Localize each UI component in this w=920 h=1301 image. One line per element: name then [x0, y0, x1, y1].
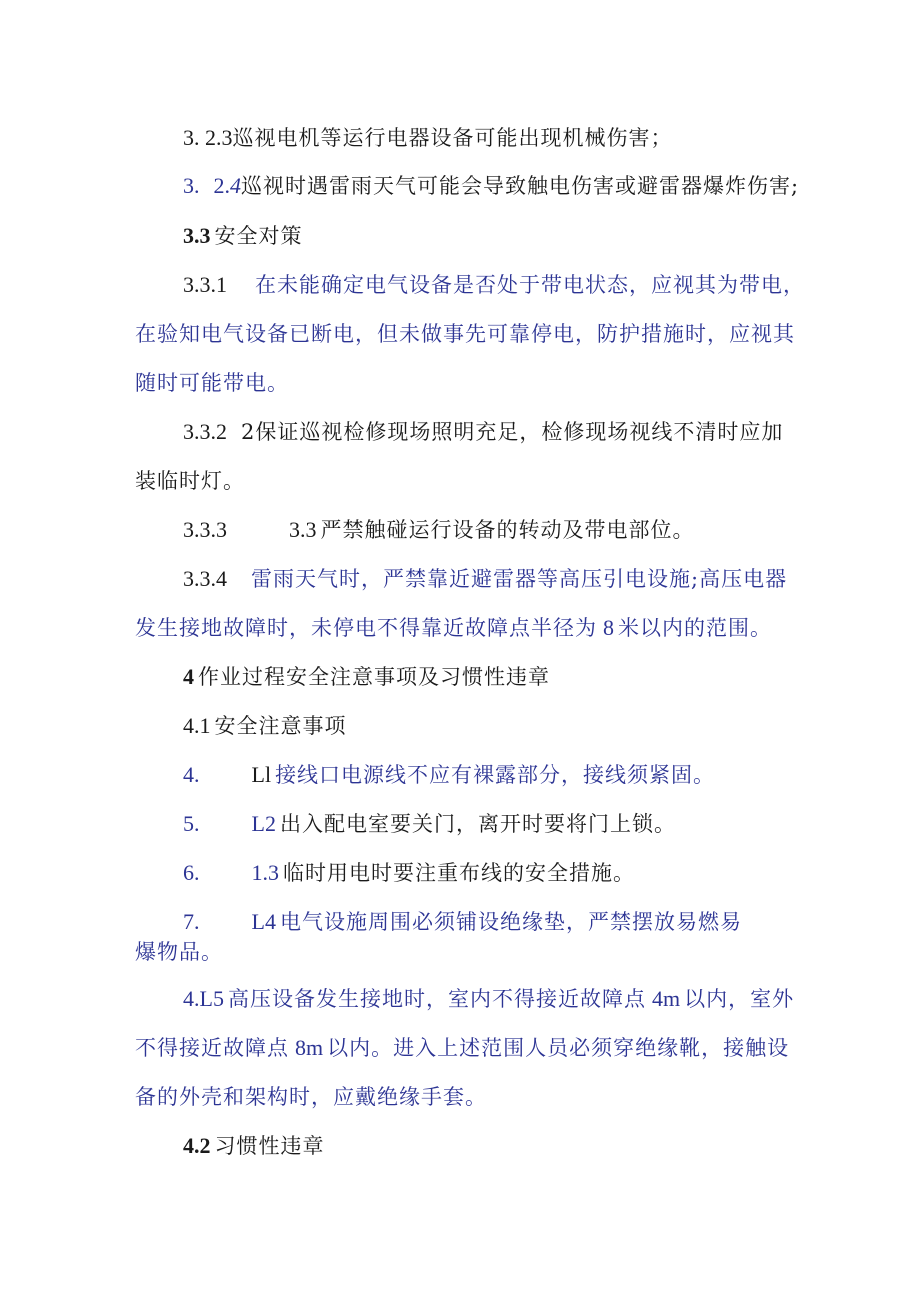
line-3-3-3: 3.3.3 3.3 严禁触碰运行设备的转动及带电部位。: [183, 517, 695, 542]
line-3-3-4-cont: 发生接地故障时，未停电不得靠近故障点半径为 8 米以内的范围。: [135, 615, 772, 640]
line-3-3-2: 3.3.2 2保证巡视检修现场照明充足，检修现场视线不清时应加: [183, 419, 784, 444]
item-4-l5-cont-2: 备的外壳和架构时，应戴绝缘手套。: [135, 1085, 487, 1109]
item-7: 7. L4 电气设施周围必须铺设绝缘垫，严禁摆放易燃易: [183, 909, 742, 934]
line-3-2-4: 3. 2.4巡视时遇雷雨天气可能会导致触电伤害或避雷器爆炸伤害;: [183, 173, 800, 198]
line-3-3-4: 3.3.4 雷雨天气时，严禁靠近避雷器等高压引电设施;高压电器: [183, 566, 788, 591]
line-3-3-2-cont: 装临时灯。: [135, 469, 245, 493]
heading-4-2: 4.2 习惯性违章: [183, 1133, 325, 1158]
line-3-2-3: 3. 2.3巡视电机等运行电器设备可能出现机械伤害；: [183, 125, 673, 150]
item-4-l5: 4.L5 高压设备发生接地时，室内不得接近故障点 4m 以内，室外: [183, 986, 795, 1011]
line-3-3-1-cont-2: 随时可能带电。: [135, 371, 289, 395]
line-3-3-1-cont-1: 在验知电气设备已断电，但未做事先可靠停电，防护措施时，应视其: [135, 322, 795, 346]
heading-4-1: 4.1 安全注意事项: [183, 713, 347, 738]
item-4-l5-cont-1: 不得接近故障点 8m 以内。进入上述范围人员必须穿绝缘靴，接触设: [135, 1035, 790, 1060]
item-6: 6. 1.3 临时用电时要注重布线的安全措施。: [183, 860, 635, 885]
item-4: 4. Ll 接线口电源线不应有裸露部分，接线须紧固。: [183, 762, 716, 787]
item-7-cont: 爆物品。: [135, 940, 223, 964]
heading-4: 4 作业过程安全注意事项及习惯性违章: [183, 664, 550, 689]
item-5: 5. L2 出入配电室要关门，离开时要将门上锁。: [183, 811, 676, 836]
heading-3-3: 3.3 安全对策: [183, 223, 303, 248]
line-3-3-1: 3.3.1 在未能确定电气设备是否处于带电状态，应视其为带电，: [183, 272, 805, 297]
